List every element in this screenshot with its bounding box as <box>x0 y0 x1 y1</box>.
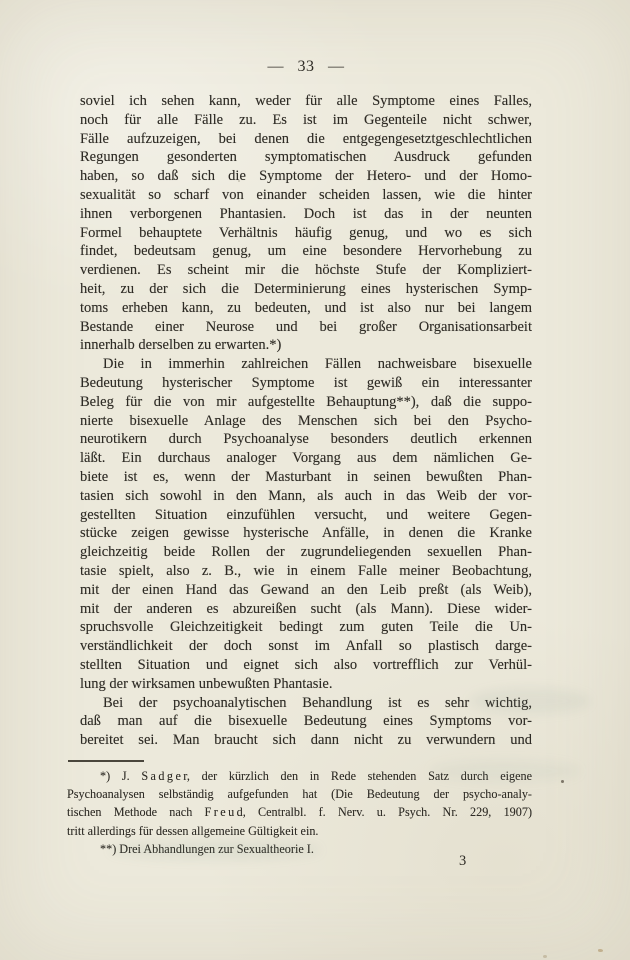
text-line: noch für alle Fälle zu. Es ist im Gegenteile nicht schwer, <box>80 111 532 128</box>
text-line: bereitet sei. Man braucht sich dann nicht zu verwundern und <box>80 732 532 749</box>
text-line: stellten Situation und eignet sich also vortrefflich zur Verhül- <box>80 656 532 673</box>
text-line: findet, bedeutsam genug, um eine besondere Hervorhebung zu <box>80 243 532 260</box>
text-line: gestellten Situation einzufühlen versucht, und weitere Gegen- <box>80 506 532 523</box>
text-line: soviel ich sehen kann, weder für alle Symptome eines Falles, <box>80 93 532 109</box>
scan-speck <box>598 949 603 952</box>
text-line: tasie spielt, also z. B., wie in einem Falle meiner Beobachtung, <box>80 562 532 579</box>
text-line: ihnen verborgenen Phantasien. Doch ist das in der neunten <box>80 205 532 222</box>
text-line: *) J. S a d g e r, der kürzlich den in Rede stehenden Satz durch eigene <box>100 769 532 783</box>
body-text <box>80 92 532 750</box>
scan-speck <box>238 180 240 182</box>
paragraph <box>80 92 532 355</box>
scan-speck <box>561 780 564 783</box>
text-line: **) Drei Abhandlungen zur Sexualtheorie I. <box>100 841 314 856</box>
scan-speck <box>543 955 547 958</box>
text-line: Formel behauptete Verhältnis häufig genug, und wo es sich <box>80 224 532 241</box>
text-line: daß man auf die bisexuelle Bedeutung eines Symptoms vor- <box>80 713 532 730</box>
text-line: Bedeutung hysterischer Symptome ist gewiß ein interessanter <box>80 374 532 391</box>
footnote-separator-rule <box>68 760 144 762</box>
text-line: mit der einen Hand das Gewand an den Leib preßt (als Weib), <box>80 581 532 598</box>
bleed-through-smudge <box>110 840 320 860</box>
text-line: gleichzeitig beide Rollen der zugrundeliegenden sexuellen Phan- <box>80 544 532 561</box>
text-line: heit, zu der sich die Determinierung eines hysterischen Symp- <box>80 280 532 297</box>
text-line: haben, so daß sich die Symptome der Hetero- und der Homo- <box>80 168 532 185</box>
text-line: Beleg für die von mir aufgestellte Behauptung**), daß die suppo- <box>80 393 532 410</box>
text-line: spruchsvolle Gleichzeitigkeit bedingt zum guten Teile die Un- <box>80 619 532 636</box>
text-line: Bei der psychoanalytischen Behandlung ist es sehr wichtig, <box>103 694 532 711</box>
text-line: tritt allerdings für dessen allgemeine Gültigkeit ein. <box>67 823 319 838</box>
text-line: innerhalb derselben zu erwarten.*) <box>80 337 282 354</box>
text-line: neurotikern durch Psychoanalyse besonders deutlich erkennen <box>80 431 532 448</box>
text-line: Die in immerhin zahlreichen Fällen nachweisbare bisexuelle <box>103 356 532 373</box>
text-line: Fälle aufzuzeigen, bei denen die entgegengesetztgeschlechtlichen <box>80 130 532 147</box>
text-line: lung der wirksamen unbewußten Phantasie. <box>80 675 333 692</box>
text-line: tasien sich sowohl in den Mann, als auch in das Weib der vor- <box>80 487 532 504</box>
text-line: verdienen. Es scheint mir die höchste Stufe der Kompliziert- <box>80 262 532 279</box>
text-line: sexualität so scharf von einander scheiden lassen, wie die hinter <box>80 186 532 203</box>
paragraph <box>80 694 532 750</box>
text-line: tischen Methode nach F r e u d, Centralbl. f. Nerv. u. Psych. Nr. 229, 1907) <box>67 805 532 820</box>
text-line: läßt. Ein durchaus analoger Vorgang aus dem nämlichen Ge- <box>80 450 532 467</box>
page-number: — 33 — <box>267 58 345 75</box>
text-line: verständlichkeit der doch sonst im Anfall so plastisch darge- <box>80 638 532 655</box>
text-line: biete ist es, wenn der Masturbant in seinen bewußten Phan- <box>80 468 532 485</box>
text-line: Bestande einer Neurose und bei großer Organisationsarbeit <box>80 318 532 335</box>
text-line: Psychoanalysen selbständig aufgefunden hat (Die Bedeutung der psycho-analy- <box>67 787 532 802</box>
bleed-through-smudge <box>470 688 590 714</box>
text-line: toms erheben kann, zu bedeuten, und ist also nur bei langem <box>80 299 532 316</box>
signature-mark: 3 <box>459 853 467 869</box>
text-line: nierte bisexuelle Anlage des Menschen sich bei den Psycho- <box>80 412 532 429</box>
text-line: mit der anderen es abzureißen sucht (als Mann). Diese wider- <box>80 600 532 617</box>
text-line: stücke zeigen gewisse hysterische Anfälle, in denen die Kranke <box>80 525 532 542</box>
bleed-through-smudge <box>430 760 580 782</box>
paragraph <box>80 355 532 693</box>
text-line: Regungen gesonderten symptomatischen Ausdruck gefunden <box>80 149 532 166</box>
